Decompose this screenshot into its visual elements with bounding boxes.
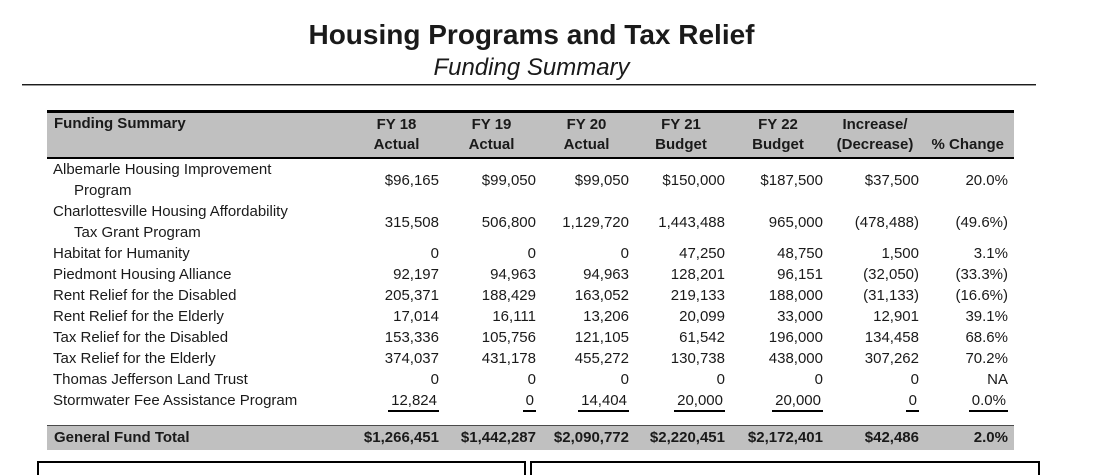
total-row: [47, 425, 1014, 450]
value-cell: [352, 201, 445, 243]
value-text: 130,738: [670, 350, 725, 367]
value-cell: [635, 285, 731, 306]
value-text: 1,500: [881, 245, 919, 262]
page-title: Housing Programs and Tax Relief: [308, 19, 755, 50]
column-header-fy22: [731, 112, 829, 159]
value-text: 188,429: [481, 287, 536, 304]
value-text: 431,178: [481, 350, 536, 367]
value-text: 61,542: [679, 329, 725, 346]
value-cell: [925, 327, 1014, 348]
value-cell: [829, 369, 925, 390]
table-row: [47, 264, 1014, 285]
value-cell: [542, 306, 635, 327]
value-cell: [635, 348, 731, 369]
column-header-fy18: [352, 112, 445, 159]
value-text: 438,000: [768, 350, 823, 367]
value-cell: [829, 327, 925, 348]
value-cell: [542, 158, 635, 201]
column-header-line2: (Decrease): [836, 136, 914, 153]
column-header-line2: Actual: [373, 136, 420, 153]
value-text: 20.0%: [965, 171, 1008, 189]
value-text: $150,000: [662, 171, 725, 189]
value-cell: [925, 201, 1014, 243]
column-header-line1: FY 22: [758, 116, 798, 133]
value-text: 0: [620, 245, 629, 262]
value-cell: [352, 306, 445, 327]
value-text: $99,050: [574, 171, 629, 189]
value-text: 205,371: [384, 287, 439, 304]
column-header-line1: FY 19: [471, 116, 512, 133]
value-cell: [829, 264, 925, 285]
table-row: [47, 243, 1014, 264]
value-cell: [542, 348, 635, 369]
total-value-fy21: $2,220,451: [635, 425, 731, 450]
value-text: 94,963: [583, 266, 629, 283]
value-text: 47,250: [679, 245, 725, 262]
column-header-line1: [925, 115, 1010, 135]
value-cell: [925, 348, 1014, 369]
program-name-cell: [47, 348, 352, 369]
value-cell: [635, 158, 731, 201]
program-name-line2: Program: [74, 182, 132, 199]
value-cell: [445, 369, 542, 390]
value-cell: [829, 390, 925, 411]
program-name-cell: [47, 201, 352, 243]
column-header-line2: Actual: [563, 136, 610, 153]
value-text: 92,197: [393, 266, 439, 283]
value-text: 39.1%: [965, 308, 1008, 325]
value-text: 33,000: [777, 308, 823, 325]
column-header-percent-change: [925, 112, 1014, 159]
program-name-line1: Thomas Jefferson Land Trust: [53, 371, 248, 388]
value-cell: [925, 306, 1014, 327]
value-cell: [635, 390, 731, 411]
program-name-line2: Tax Grant Program: [74, 224, 201, 241]
program-name-line1: Habitat for Humanity: [53, 245, 190, 262]
program-name-cell: [47, 285, 352, 306]
value-text: 48,750: [777, 245, 823, 262]
program-name-cell: [47, 327, 352, 348]
value-text: 12,824: [388, 392, 439, 412]
program-name-line1: Piedmont Housing Alliance: [53, 266, 232, 283]
value-text: (33.3%): [955, 266, 1008, 283]
value-cell: [731, 327, 829, 348]
value-text: 163,052: [574, 287, 629, 304]
table-row: [47, 285, 1014, 306]
value-text: 16,111: [492, 308, 536, 325]
value-cell: [829, 306, 925, 327]
value-cell: [352, 348, 445, 369]
value-text: 14,404: [578, 392, 629, 412]
value-text: 307,262: [864, 350, 919, 367]
value-cell: [445, 264, 542, 285]
column-header-fy21: [635, 112, 731, 159]
value-cell: [445, 390, 542, 411]
value-cell: [542, 390, 635, 411]
value-cell: [445, 348, 542, 369]
value-cell: [731, 390, 829, 411]
value-cell: [731, 306, 829, 327]
value-cell: [731, 264, 829, 285]
value-text: 3.1%: [973, 245, 1008, 262]
spacer-row: [47, 411, 1014, 425]
value-cell: [542, 243, 635, 264]
table-row: [47, 390, 1014, 411]
table-row: [47, 348, 1014, 369]
value-text: 128,201: [670, 266, 725, 283]
column-header-line2: % Change: [931, 136, 1004, 153]
value-cell: [829, 158, 925, 201]
value-text: 105,756: [481, 329, 536, 346]
program-name-cell: [47, 369, 352, 390]
total-value-fy18: $1,266,451: [352, 425, 445, 450]
column-header-line1: Increase/: [842, 116, 908, 133]
program-name-cell: [47, 390, 352, 411]
program-name-line1: Rent Relief for the Elderly: [53, 308, 224, 325]
table-row: [47, 158, 1014, 201]
column-header-line1: FY 21: [661, 116, 701, 133]
document-header: [0, 0, 1063, 82]
value-cell: [829, 348, 925, 369]
value-text: 20,000: [772, 392, 823, 412]
value-text: 219,133: [670, 287, 725, 304]
value-cell: [352, 158, 445, 201]
value-cell: [925, 369, 1014, 390]
value-text: 196,000: [768, 329, 823, 346]
program-name-cell: [47, 158, 352, 201]
value-cell: [731, 158, 829, 201]
program-name-line1: Charlottesville Housing Affordability: [53, 203, 288, 220]
value-cell: [542, 201, 635, 243]
title-divider-rule: [22, 84, 1036, 86]
column-header-line1: FY 20: [566, 116, 607, 133]
value-cell: [445, 201, 542, 243]
value-text: 20,000: [674, 392, 725, 412]
value-cell: [635, 201, 731, 243]
value-text: 70.2%: [965, 350, 1008, 367]
value-text: $99,050: [481, 171, 536, 189]
value-cell: [445, 243, 542, 264]
value-text: 455,272: [574, 350, 629, 367]
value-cell: [829, 285, 925, 306]
value-cell: [445, 327, 542, 348]
total-value-percent-change: 2.0%: [925, 425, 1014, 450]
column-header-funding-summary: Funding Summary: [47, 112, 352, 159]
value-text: $37,500: [864, 171, 919, 189]
funding-summary-table: [47, 110, 1014, 450]
value-text: 506,800: [481, 213, 536, 231]
total-value-fy20: $2,090,772: [542, 425, 635, 450]
value-cell: [829, 201, 925, 243]
table-header-row: [47, 112, 1014, 159]
program-name-cell: [47, 306, 352, 327]
program-name-line1: Tax Relief for the Disabled: [53, 329, 229, 346]
value-text: (478,488): [854, 213, 919, 231]
value-cell: [352, 285, 445, 306]
column-header-line2: Budget: [752, 136, 804, 153]
value-cell: [542, 369, 635, 390]
value-text: (31,133): [863, 287, 919, 304]
value-cell: [352, 243, 445, 264]
value-text: 0: [716, 371, 725, 388]
value-text: 20,099: [679, 308, 725, 325]
value-text: 0: [906, 392, 919, 412]
value-text: 0: [527, 371, 536, 388]
value-cell: [731, 348, 829, 369]
value-cell: [635, 243, 731, 264]
value-cell: [925, 264, 1014, 285]
column-header-line2: Budget: [655, 136, 707, 153]
value-cell: [542, 327, 635, 348]
value-text: 0: [523, 392, 536, 412]
value-text: 1,129,720: [562, 213, 629, 231]
value-cell: [445, 306, 542, 327]
value-text: 0: [814, 371, 823, 388]
value-cell: [542, 285, 635, 306]
value-cell: [731, 201, 829, 243]
value-cell: [635, 264, 731, 285]
value-cell: [445, 158, 542, 201]
value-text: 17,014: [393, 308, 439, 325]
value-cell: [731, 243, 829, 264]
value-text: NA: [987, 371, 1008, 388]
table-row: [47, 327, 1014, 348]
value-text: (49.6%): [955, 213, 1008, 231]
value-text: 12,901: [873, 308, 919, 325]
value-text: 153,336: [384, 329, 439, 346]
program-name-line1: Tax Relief for the Elderly: [53, 350, 216, 367]
program-name-cell: [47, 264, 352, 285]
value-text: 315,508: [384, 213, 439, 231]
value-text: 0: [620, 371, 629, 388]
value-cell: [925, 390, 1014, 411]
funding-summary-table-wrap: [47, 110, 1014, 450]
value-text: 0: [527, 245, 536, 262]
total-value-fy19: $1,442,287: [445, 425, 542, 450]
table-row: [47, 201, 1014, 243]
value-cell: [925, 158, 1014, 201]
value-cell: [635, 306, 731, 327]
value-text: $96,165: [384, 171, 439, 189]
column-header-fy19: [445, 112, 542, 159]
column-header-line1: FY 18: [376, 116, 417, 133]
value-cell: [352, 264, 445, 285]
value-text: 94,963: [490, 266, 536, 283]
value-cell: [829, 243, 925, 264]
value-text: $187,500: [760, 171, 823, 189]
value-text: 1,443,488: [658, 213, 725, 231]
bottom-panel-right: [530, 461, 1040, 475]
value-text: 134,458: [864, 329, 919, 346]
column-header-increase-decrease: [829, 112, 925, 159]
program-name-line1: Albemarle Housing Improvement: [53, 161, 272, 178]
value-text: 96,151: [777, 266, 823, 283]
value-cell: [352, 390, 445, 411]
value-text: 374,037: [384, 350, 439, 367]
value-cell: [352, 369, 445, 390]
value-text: 0: [430, 245, 439, 262]
value-cell: [445, 285, 542, 306]
value-text: 188,000: [768, 287, 823, 304]
total-value-fy22: $2,172,401: [731, 425, 829, 450]
value-cell: [925, 243, 1014, 264]
value-text: 0.0%: [969, 392, 1008, 412]
table-row: [47, 369, 1014, 390]
funding-table-body: [47, 158, 1014, 411]
value-text: 121,105: [574, 329, 629, 346]
value-cell: [635, 369, 731, 390]
value-text: 13,206: [583, 308, 629, 325]
value-cell: [635, 327, 731, 348]
value-text: 0: [910, 371, 919, 388]
program-name-line1: Rent Relief for the Disabled: [53, 287, 237, 304]
program-name-cell: [47, 243, 352, 264]
program-name-line1: Stormwater Fee Assistance Program: [53, 392, 298, 409]
value-cell: [352, 327, 445, 348]
column-header-line2: Actual: [468, 136, 515, 153]
value-text: (16.6%): [955, 287, 1008, 304]
total-label: General Fund Total: [47, 425, 352, 450]
bottom-panel-left: [37, 461, 526, 475]
total-value-increase: $42,486: [829, 425, 925, 450]
value-cell: [925, 285, 1014, 306]
value-text: (32,050): [863, 266, 919, 283]
page-subtitle: Funding Summary: [433, 54, 630, 81]
value-cell: [731, 369, 829, 390]
value-text: 0: [430, 371, 439, 388]
value-cell: [731, 285, 829, 306]
value-text: 68.6%: [965, 329, 1008, 346]
table-row: [47, 306, 1014, 327]
column-header-fy20: [542, 112, 635, 159]
value-text: 965,000: [768, 213, 823, 231]
value-cell: [542, 264, 635, 285]
